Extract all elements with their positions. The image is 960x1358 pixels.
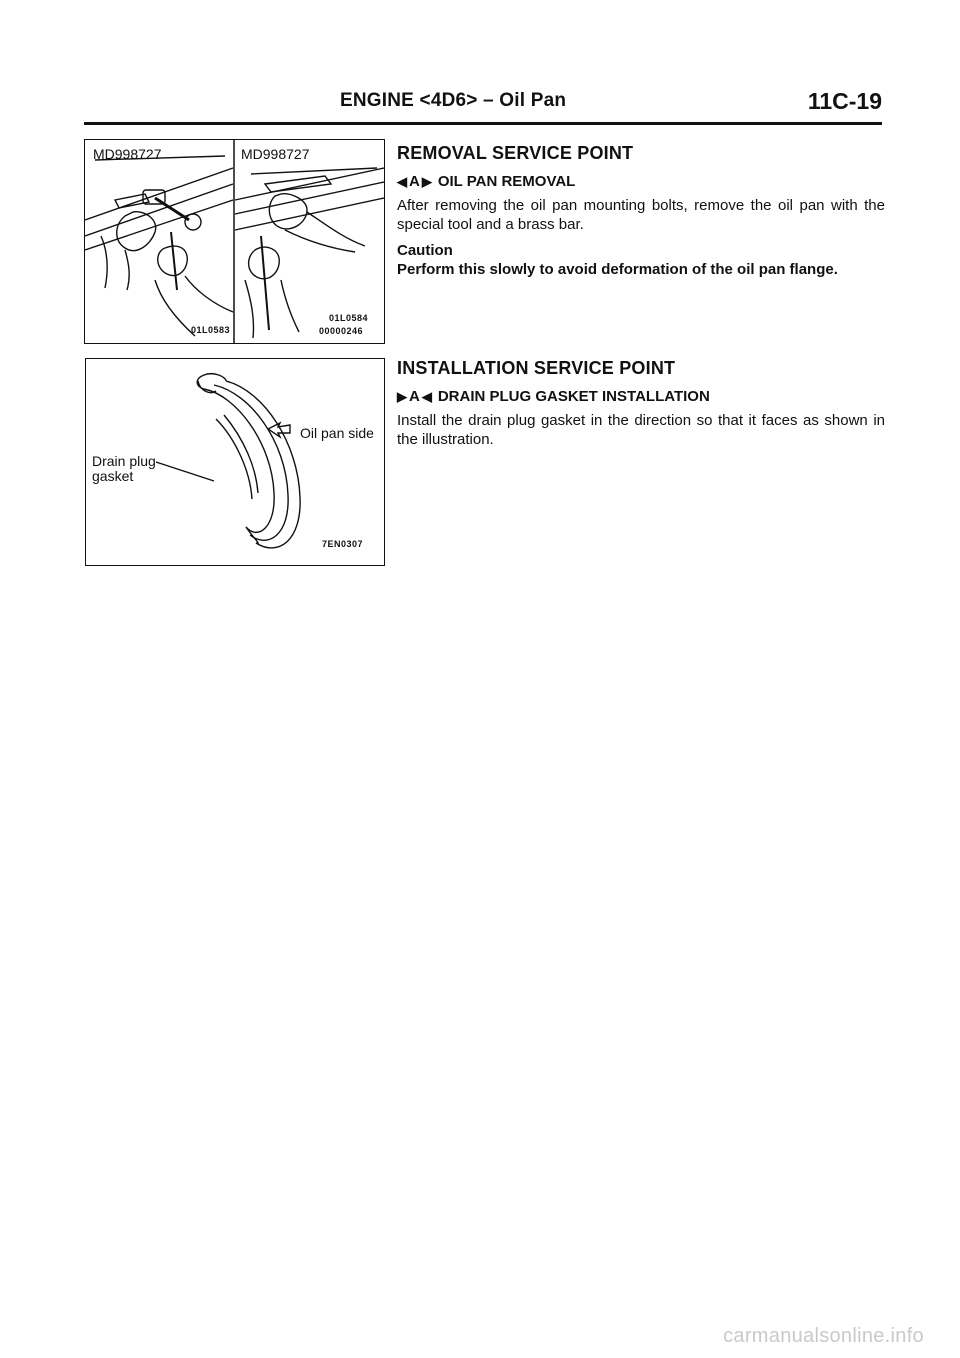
left-triangle-icon: ◀: [421, 388, 432, 404]
header-rule: [84, 122, 882, 125]
page-title: ENGINE <4D6> – Oil Pan: [340, 90, 567, 111]
figure-code-gasket: 7EN0307: [322, 539, 364, 549]
tool-label-right: MD998727: [241, 146, 310, 162]
caution-heading: Caution: [397, 242, 453, 259]
installation-body: Install the drain plug gasket in the direction so that it faces as shown in the illustration.: [397, 412, 885, 448]
figure-code-left: 01L0583: [191, 325, 231, 335]
removal-heading: REMOVAL SERVICE POINT: [397, 143, 634, 163]
tool-label-left: MD998727: [93, 146, 162, 162]
installation-heading: INSTALLATION SERVICE POINT: [397, 358, 676, 378]
removal-body: After removing the oil pan mounting bolts, remove the oil pan with the special tool and a brass bar.: [397, 197, 885, 233]
removal-subheading: [397, 173, 885, 190]
caution-text: Perform this slowly to avoid deformation of the oil pan flange.: [397, 261, 838, 278]
gasket-figure: [85, 358, 385, 566]
left-triangle-icon: ◀: [397, 173, 407, 189]
oil-pan-side-label: Oil pan side: [300, 425, 374, 441]
right-triangle-icon: ▶: [397, 388, 407, 404]
figure-code-right-2: 00000246: [319, 326, 364, 336]
drain-plug-label-2: gasket: [92, 468, 134, 484]
removal-section: [397, 143, 885, 279]
removal-marker: A: [409, 173, 420, 190]
page-header: [84, 90, 882, 120]
removal-figure: [84, 139, 385, 344]
watermark: carmanualsonline.info: [723, 1325, 924, 1347]
right-triangle-icon: ▶: [421, 173, 432, 189]
installation-subtitle: DRAIN PLUG GASKET INSTALLATION: [437, 388, 710, 405]
drain-plug-label-1: Drain plug: [92, 453, 156, 469]
page-number: 11C-19: [807, 88, 882, 114]
removal-subtitle: OIL PAN REMOVAL: [437, 173, 576, 190]
installation-marker: A: [409, 388, 420, 405]
installation-subheading: [397, 388, 885, 405]
figure-code-right-1: 01L0584: [329, 313, 369, 323]
installation-section: [397, 358, 885, 449]
